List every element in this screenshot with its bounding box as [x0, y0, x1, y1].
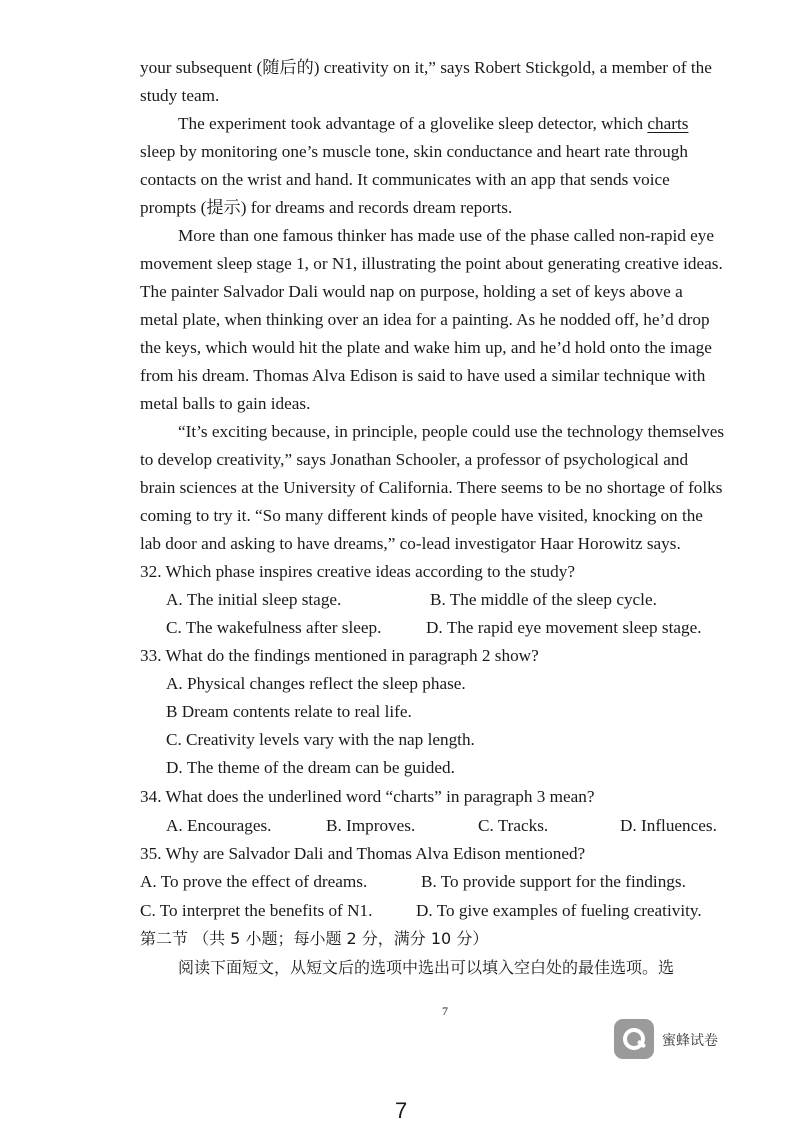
page-number: 7: [395, 1098, 408, 1123]
question-35-stem: 35. Why are Salvador Dali and Thomas Alva Edison mentioned?: [140, 844, 586, 863]
question-33-stem: 33. What do the findings mentioned in paragraph 2 show?: [140, 646, 539, 665]
passage-line: to develop creativity,” says Jonathan Schooler, a professor of psychological and: [140, 450, 689, 469]
question-33-option-d[interactable]: D. The theme of the dream can be guided.: [166, 758, 455, 777]
question-35-option-c[interactable]: C. To interpret the benefits of N1.: [140, 901, 373, 920]
watermark-logo: [614, 1019, 734, 1063]
question-35-option-b[interactable]: B. To provide support for the findings.: [421, 872, 686, 891]
question-34-option-c[interactable]: C. Tracks.: [478, 816, 549, 835]
question-32-option-c[interactable]: C. The wakefulness after sleep.: [166, 618, 382, 637]
passage-line: the keys, which would hit the plate and wake him up, and he’d hold onto the image: [140, 338, 712, 357]
small-page-number: 7: [442, 1004, 448, 1018]
passage-line: coming to try it. “So many different kinds of people have visited, knocking on the: [140, 506, 703, 525]
question-34-stem: 34. What does the underlined word “charts” in paragraph 3 mean?: [140, 787, 595, 806]
bee-logo-icon: [614, 1019, 654, 1059]
underlined-word-charts: charts: [647, 114, 689, 133]
passage-line: study team.: [140, 86, 220, 105]
question-35-option-a[interactable]: A. To prove the effect of dreams.: [140, 872, 368, 891]
watermark-text: 蜜蜂试卷: [662, 1033, 718, 1049]
section-2-heading: 第二节 （共 5 小题；每小题 2 分，满分 10 分）: [140, 929, 489, 948]
passage-line-text: The experiment took advantage of a glovelike sleep detector, which: [178, 114, 648, 133]
passage-line: “It’s exciting because, in principle, people could use the technology themselves: [178, 422, 725, 441]
question-32-option-d[interactable]: D. The rapid eye movement sleep stage.: [426, 618, 702, 637]
passage-line: movement sleep stage 1, or N1, illustrating the point about generating creative ideas.: [140, 254, 723, 273]
passage-line: metal plate, when thinking over an idea for a painting. As he nodded off, he’d drop: [140, 310, 710, 329]
passage-line: lab door and asking to have dreams,” co-lead investigator Haar Horowitz says.: [140, 534, 681, 553]
question-32-option-a[interactable]: A. The initial sleep stage.: [166, 590, 342, 609]
question-34-option-a[interactable]: A. Encourages.: [166, 816, 272, 835]
question-34-option-d[interactable]: D. Influences.: [620, 816, 717, 835]
passage-line: your subsequent (随后的) creativity on it,” says Robert Stickgold, a member of the: [140, 58, 712, 77]
passage-line: [178, 113, 688, 135]
passage-line: contacts on the wrist and hand. It communicates with an app that sends voice: [140, 170, 670, 189]
question-33-option-a[interactable]: A. Physical changes reflect the sleep phase.: [166, 674, 466, 693]
question-32-option-b[interactable]: B. The middle of the sleep cycle.: [430, 590, 657, 609]
question-33-option-b[interactable]: B Dream contents relate to real life.: [166, 702, 412, 721]
question-33-option-c[interactable]: C. Creativity levels vary with the nap length.: [166, 730, 475, 749]
passage-line: prompts (提示) for dreams and records dream reports.: [140, 198, 513, 217]
passage-line: brain sciences at the University of California. There seems to be no shortage of folks: [140, 478, 723, 497]
question-34-option-b[interactable]: B. Improves.: [326, 816, 416, 835]
question-35-option-d[interactable]: D. To give examples of fueling creativity.: [416, 901, 702, 920]
section-2-instruction: 阅读下面短文，从短文后的选项中选出可以填入空白处的最佳选项。选: [178, 958, 675, 977]
passage-line: sleep by monitoring one’s muscle tone, skin conductance and heart rate through: [140, 142, 688, 161]
passage-line: More than one famous thinker has made use of the phase called non-rapid eye: [178, 226, 714, 245]
passage-line: from his dream. Thomas Alva Edison is said to have used a similar technique with: [140, 366, 706, 385]
question-32-stem: 32. Which phase inspires creative ideas according to the study?: [140, 562, 575, 581]
passage-line: metal balls to gain ideas.: [140, 394, 311, 413]
passage-line: The painter Salvador Dali would nap on purpose, holding a set of keys above a: [140, 282, 683, 301]
